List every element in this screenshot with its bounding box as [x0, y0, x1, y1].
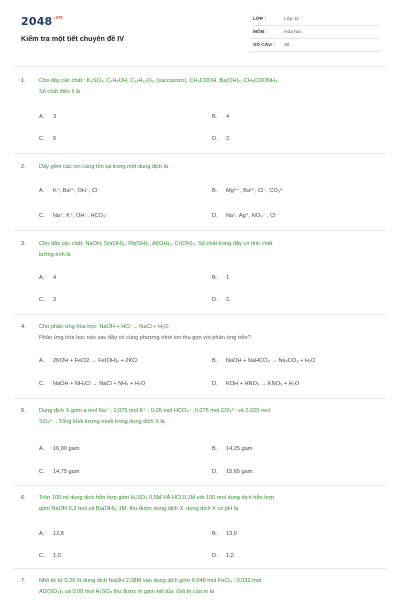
- option-c[interactable]: C. 5: [39, 136, 57, 142]
- option-b[interactable]: B. NaOH + NaHCO₃ → Na₂CO₃ + H₂O: [212, 358, 316, 364]
- meta-label: LỚP :: [253, 17, 267, 22]
- meta-value: Hóa học: [284, 30, 302, 35]
- option-c[interactable]: C. 14,75 gam: [39, 469, 80, 475]
- question-text: Nhỏ từ từ 0,25 lít dung dịch NaOH 2,08M vào dung dịch gồm 0,048 mol FeCl₃ ; 0,032 mol Al2(SO₄)₃ và 0,08 mol H₂SO₄ thu được m gam kết tủa. Giá trị của m là: [39, 578, 262, 595]
- option-c[interactable]: C. NaOH + NH₄Cl → NaCl + NH₃ + H₂O: [39, 381, 146, 387]
- divider: [14, 230, 386, 231]
- option-c[interactable]: C. 1,0: [39, 553, 61, 559]
- option-c[interactable]: C. 3: [39, 297, 57, 303]
- option-a[interactable]: A. 4: [39, 275, 57, 281]
- page-title: Kiểm tra một tiết chuyên đề IV: [21, 34, 125, 43]
- question-text: Cho phản ứng hóa học: NaOH + HCl → NaCl + H₂O Phản ứng hóa học nào sau đây có cùng phương trình ion thu gọn với phản ứng trên?: [39, 322, 384, 344]
- meta-row-class: [250, 13, 380, 26]
- option-a[interactable]: A. 3: [39, 114, 57, 120]
- divider: [14, 66, 386, 67]
- question-text: Cho dãy các chất: NaOH, Sn(OH)₂, Pb(OH)₂, Al(OH)₃, Cr(OH)₃. Số chất trong dãy có tính chất lưỡng tính là: [39, 241, 273, 258]
- option-d[interactable]: D. Na⁺, Ag⁺, NO₃⁻ , Cl⁻: [212, 213, 279, 219]
- option-b[interactable]: B. 13,0: [212, 531, 237, 537]
- option-b[interactable]: B. 14,25 gam: [212, 446, 253, 452]
- option-c[interactable]: C. Na⁺, K⁺, OH⁻, HCO₃⁻: [39, 213, 109, 219]
- meta-row-subject: [250, 26, 380, 39]
- option-a[interactable]: A. K⁺, Ba²⁺, OH⁻, Cl⁻: [39, 188, 101, 194]
- question-text: Trộn 100 ml dung dịch hỗn hợp gồm H₂SO₄ 0,5M VÀ HCl 0,1M với 100 mol dung dịch hỗn hợp gồm NaOH 0,2 mol và Ba(OH)₂ 1M, thu được dung dịch X. dung dịch X có pH là: [39, 495, 275, 512]
- option-d[interactable]: D. 1,2.: [212, 553, 236, 559]
- question-number: 5.: [21, 408, 26, 414]
- question-number: 4.: [21, 324, 26, 330]
- divider: [14, 153, 386, 154]
- option-b[interactable]: B. 4: [212, 114, 230, 120]
- question-note: Phản ứng hóa học nào sau đây có cùng phương trình ion thu gọn với phản ứng trên?: [39, 335, 251, 341]
- meta-value: 30: [284, 43, 290, 48]
- meta-label: SỐ CÂU :: [253, 43, 275, 48]
- site-logo[interactable]: $2048^{.vn}$: [21, 15, 63, 28]
- option-b[interactable]: B. 1: [212, 275, 230, 281]
- option-a[interactable]: A. 2KOH + FeCl2 → Fe(OH)₂ + 2KCl: [39, 358, 138, 364]
- option-d[interactable]: D. 15,65 gam.: [212, 469, 254, 475]
- option-a[interactable]: A. 12,8: [39, 531, 64, 537]
- option-d[interactable]: D. KOH + HNO₃ → KNO₃ + H₂O: [212, 381, 300, 387]
- meta-value: Lớp 11: [284, 17, 299, 22]
- question-number: 3.: [21, 241, 26, 247]
- divider: [14, 314, 386, 315]
- option-d[interactable]: D. 2.: [212, 136, 231, 142]
- meta-row-count: [250, 39, 380, 52]
- divider: [14, 568, 386, 569]
- divider: [14, 485, 386, 486]
- option-d[interactable]: D. 2.: [212, 297, 231, 303]
- question-number: 1.: [21, 78, 26, 84]
- question-number: 2.: [21, 164, 26, 170]
- divider: [14, 398, 386, 399]
- exam-info: [250, 13, 380, 52]
- question-number: 6.: [21, 495, 26, 501]
- meta-label: MÔN :: [253, 30, 268, 35]
- question-text: Dung dịch X gồm a mol Na⁺ ; 0,075 mol K⁺ ; 0,05 mol HCO₃⁻ ;0,075 mol CO₃²⁻ và 0,025 mol SO₄²⁻ . Tổng khối lượng muối trong dung dịch X là: [39, 408, 270, 425]
- question-text: Dãy gồm các ion cùng tồn tại trong một dung dịch là: [39, 164, 169, 170]
- option-a[interactable]: A. 16,90 gam: [39, 446, 80, 452]
- header: [0, 0, 400, 62]
- question-number: 7.: [21, 578, 26, 584]
- option-b[interactable]: B. Mg²⁺ , Ba²⁺, Cl⁻, CO₃²⁻: [212, 188, 285, 194]
- question-text: Cho dãy các chất : K₂SO₄, C₂H₅OH, C₁₂H₂₂O₁₁ (saccarozơ), CH₃COOH, Ba(OH)₂, CH₃COONH₄. Số chất điện li là: [39, 78, 279, 95]
